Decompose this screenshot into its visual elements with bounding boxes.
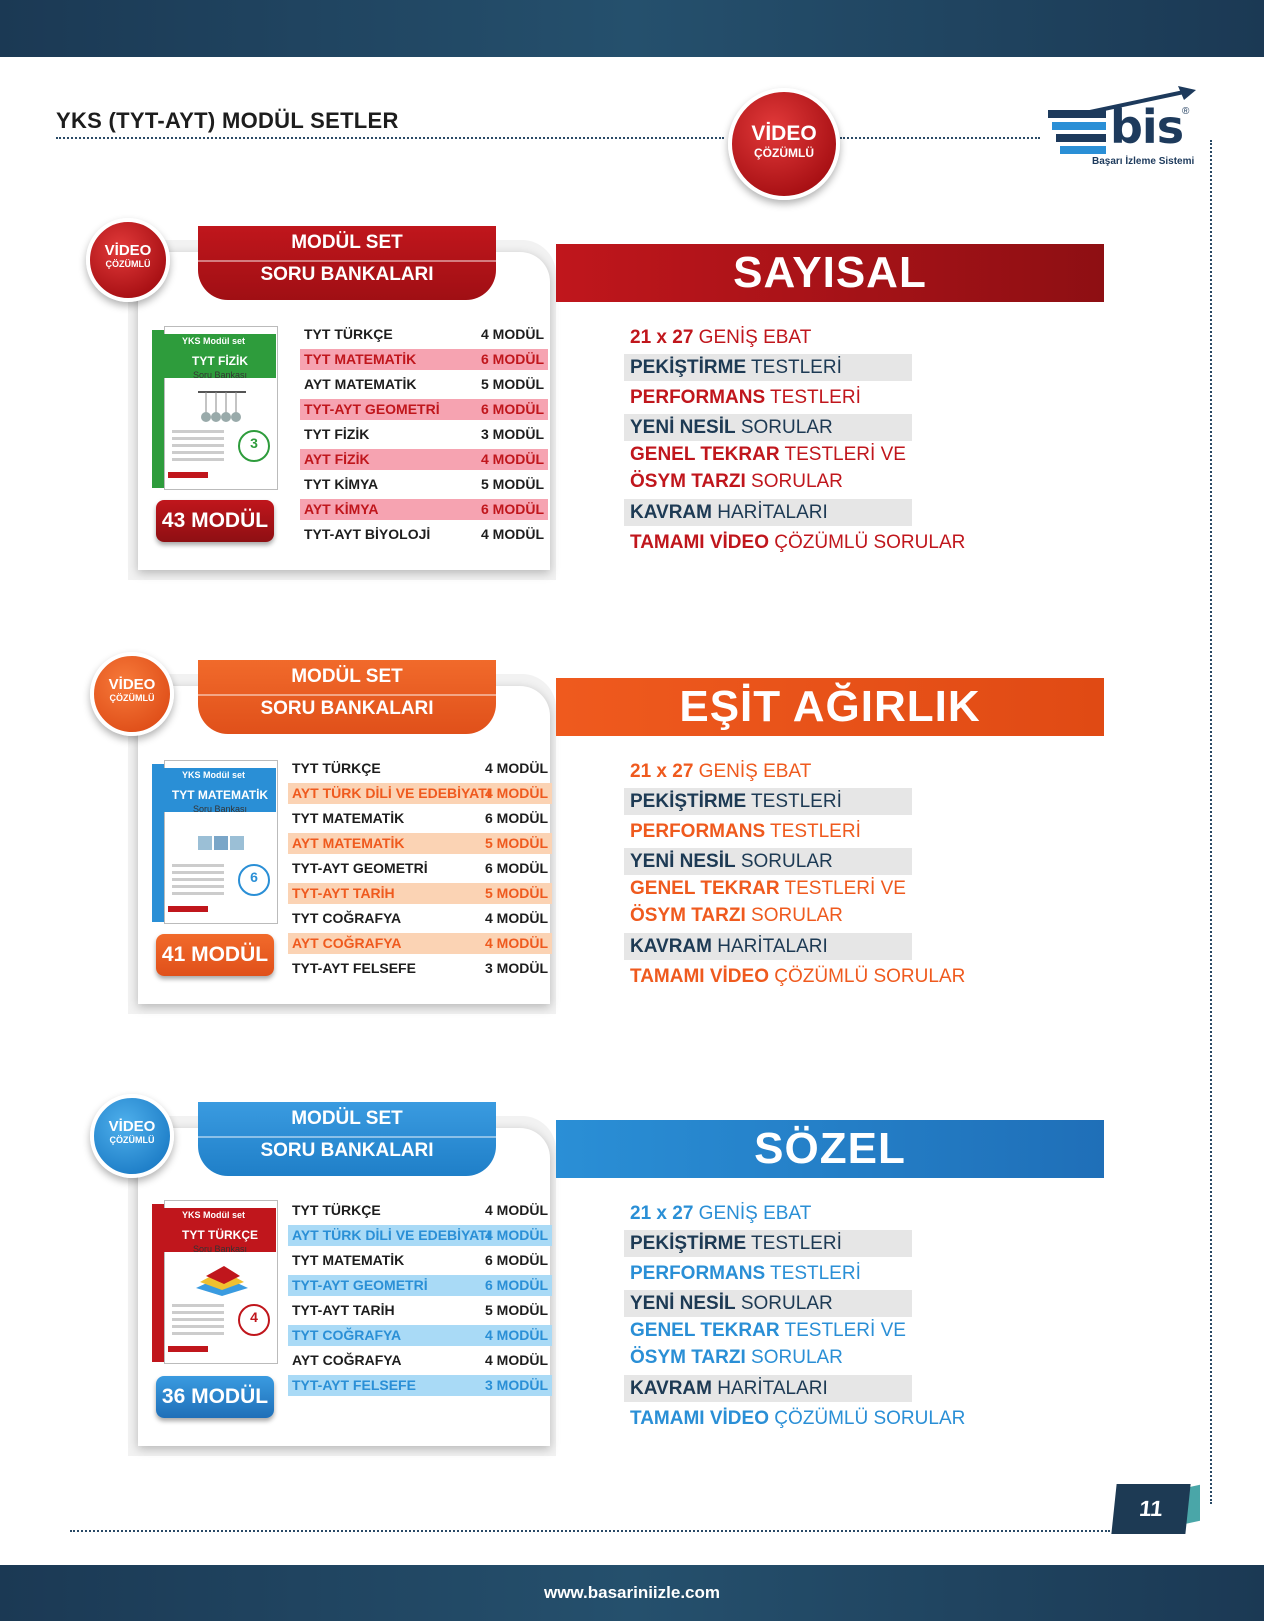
name-text: AYT TÜRK DİLİ VE EDEBİYATI bbox=[292, 785, 491, 801]
yks-text: YKS Modül set bbox=[182, 336, 246, 346]
count-text: 4 MODÜL bbox=[481, 451, 544, 467]
f6-bold-text: KAVRAM bbox=[630, 936, 712, 957]
table-row bbox=[288, 958, 552, 979]
count-text: 6 MODÜL bbox=[481, 401, 544, 417]
count-text: 3 MODÜL bbox=[481, 426, 544, 442]
yks-text: YKS Modül set bbox=[182, 1210, 246, 1220]
f2-rest-text: TESTLERİ bbox=[746, 791, 842, 812]
table-row bbox=[288, 1300, 552, 1321]
f7-bold-text: TAMAMI VİDEO bbox=[630, 966, 769, 987]
name-text: TYT-AYT TARİH bbox=[292, 1302, 395, 1318]
count-text: 5 MODÜL bbox=[485, 1302, 548, 1318]
header-divider-left bbox=[56, 137, 724, 139]
video-seal-badge bbox=[86, 218, 170, 302]
table-row bbox=[288, 858, 552, 879]
ribbon-line1: MODÜL SET bbox=[291, 232, 403, 253]
title-text: TYT TÜRKÇE bbox=[182, 1228, 258, 1242]
count-text: 6 MODÜL bbox=[485, 810, 548, 826]
name-text: TYT MATEMATİK bbox=[292, 810, 405, 826]
set-ribbon bbox=[198, 1102, 496, 1176]
top-bar bbox=[0, 0, 1264, 57]
line2-text: ÇÖZÜMLÜ bbox=[105, 259, 151, 269]
f7-rest-text: ÇÖZÜMLÜ SORULAR bbox=[768, 966, 966, 987]
ribbon-line2: SORU BANKALARI bbox=[260, 264, 434, 285]
f2-bold-text: PEKİŞTİRME bbox=[630, 357, 747, 378]
f3-bold-text: PERFORMANS bbox=[630, 821, 766, 842]
category-title: SAYISAL bbox=[733, 248, 927, 297]
name-text: TYT-AYT GEOMETRİ bbox=[304, 401, 440, 417]
dice-icon bbox=[192, 824, 252, 858]
num-text: 3 bbox=[238, 430, 270, 462]
name-text: TYT TÜRKÇE bbox=[292, 760, 381, 776]
f2-rest-text: TESTLERİ bbox=[746, 357, 842, 378]
f2-rest-text: TESTLERİ bbox=[746, 1233, 842, 1254]
count-text: 5 MODÜL bbox=[485, 885, 548, 901]
feature-list bbox=[624, 1200, 966, 1435]
table-row bbox=[300, 524, 548, 545]
module-table bbox=[288, 758, 552, 983]
table-row bbox=[288, 808, 552, 829]
page-title: YKS (TYT-AYT) MODÜL SETLER bbox=[56, 108, 399, 133]
name-text: TYT COĞRAFYA bbox=[292, 910, 402, 926]
books-stack-icon bbox=[192, 1264, 252, 1298]
count-text: 4 MODÜL bbox=[485, 785, 548, 801]
line1-text: VİDEO bbox=[104, 242, 152, 259]
table-row bbox=[300, 374, 548, 395]
table-row bbox=[300, 449, 548, 470]
f4-rest-text: SORULAR bbox=[735, 851, 833, 872]
f1-rest-text: GENİŞ EBAT bbox=[693, 327, 812, 348]
video-seal-badge bbox=[90, 652, 174, 736]
table-row bbox=[288, 883, 552, 904]
line1-text: VİDEO bbox=[108, 676, 156, 693]
table-row bbox=[300, 474, 548, 495]
table-row bbox=[300, 424, 548, 445]
name-text: TYT MATEMATİK bbox=[292, 1252, 405, 1268]
right-divider bbox=[1210, 140, 1212, 1504]
table-row bbox=[300, 324, 548, 345]
f2-bold-text: PEKİŞTİRME bbox=[630, 791, 747, 812]
f4-bold-text: YENİ NESİL bbox=[630, 417, 736, 438]
table-row bbox=[300, 499, 548, 520]
count-text: 5 MODÜL bbox=[485, 835, 548, 851]
bis-logo bbox=[1048, 92, 1198, 172]
ribbon-line2: SORU BANKALARI bbox=[260, 698, 434, 719]
table-row bbox=[288, 1325, 552, 1346]
f2-bold-text: PEKİŞTİRME bbox=[630, 1233, 747, 1254]
name-text: AYT TÜRK DİLİ VE EDEBİYATI bbox=[292, 1227, 491, 1243]
title-text: TYT MATEMATİK bbox=[171, 788, 269, 802]
yks-text: YKS Modül set bbox=[182, 770, 246, 780]
ribbon-line1: MODÜL SET bbox=[291, 1108, 403, 1129]
name-text: TYT COĞRAFYA bbox=[292, 1327, 402, 1343]
logo-subtitle: Başarı İzleme Sistemi bbox=[1092, 156, 1195, 167]
ribbon-line2: SORU BANKALARI bbox=[260, 1140, 434, 1161]
f6-rest-text: HARİTALARI bbox=[711, 502, 828, 523]
count-text: 6 MODÜL bbox=[485, 1252, 548, 1268]
table-row bbox=[288, 1375, 552, 1396]
f3-rest-text: TESTLERİ bbox=[765, 821, 861, 842]
footer-divider bbox=[70, 1530, 1110, 1532]
line1-text: VİDEO bbox=[108, 1118, 156, 1135]
f1-bold-text: 21 x 27 bbox=[630, 761, 694, 782]
name-text: AYT MATEMATİK bbox=[292, 835, 405, 851]
category-banner bbox=[556, 678, 1104, 736]
name-text: TYT MATEMATİK bbox=[304, 351, 417, 367]
count-text: 6 MODÜL bbox=[481, 351, 544, 367]
count-text: 5 MODÜL bbox=[481, 376, 544, 392]
line2-text: ÇÖZÜMLÜ bbox=[109, 1135, 155, 1145]
num-text: 4 bbox=[238, 1304, 270, 1336]
module-total-badge: 41 MODÜL bbox=[156, 934, 274, 976]
name-text: TYT TÜRKÇE bbox=[292, 1202, 381, 1218]
table-row bbox=[300, 399, 548, 420]
category-banner bbox=[556, 244, 1104, 302]
f3-bold-text: PERFORMANS bbox=[630, 387, 766, 408]
table-row bbox=[288, 1225, 552, 1246]
count-text: 6 MODÜL bbox=[485, 1277, 548, 1293]
f3-rest-text: TESTLERİ bbox=[765, 387, 861, 408]
count-text: 6 MODÜL bbox=[481, 501, 544, 517]
book-cover bbox=[152, 760, 274, 922]
name-text: TYT-AYT TARİH bbox=[292, 885, 395, 901]
name-text: AYT FİZİK bbox=[304, 451, 370, 467]
f5b-rest-text: SORULAR bbox=[745, 905, 843, 926]
subtitle-text: Soru Bankası bbox=[192, 1244, 248, 1254]
book-cover bbox=[152, 326, 274, 488]
name-text: TYT-AYT BİYOLOJİ bbox=[304, 526, 431, 542]
page-number: 11 bbox=[1111, 1484, 1190, 1534]
name-text: TYT TÜRKÇE bbox=[304, 326, 393, 342]
count-text: 5 MODÜL bbox=[481, 476, 544, 492]
f7-bold-text: TAMAMI VİDEO bbox=[630, 1408, 769, 1429]
ribbon-line1: MODÜL SET bbox=[291, 666, 403, 687]
f4-rest-text: SORULAR bbox=[735, 1293, 833, 1314]
name-text: TYT-AYT FELSEFE bbox=[292, 960, 416, 976]
count-text: 3 MODÜL bbox=[485, 960, 548, 976]
count-text: 4 MODÜL bbox=[485, 1352, 548, 1368]
video-seal-badge bbox=[90, 1094, 174, 1178]
name-text: AYT MATEMATİK bbox=[304, 376, 417, 392]
name-text: TYT-AYT GEOMETRİ bbox=[292, 860, 428, 876]
count-text: 4 MODÜL bbox=[485, 935, 548, 951]
name-text: TYT KİMYA bbox=[304, 476, 379, 492]
f3-bold-text: PERFORMANS bbox=[630, 1263, 766, 1284]
f6-bold-text: KAVRAM bbox=[630, 502, 712, 523]
f5-rest-text: TESTLERİ VE bbox=[779, 1320, 906, 1341]
table-row bbox=[288, 833, 552, 854]
f5b-rest-text: SORULAR bbox=[745, 1347, 843, 1368]
f1-rest-text: GENİŞ EBAT bbox=[693, 761, 812, 782]
set-ribbon bbox=[198, 226, 496, 300]
table-row bbox=[288, 783, 552, 804]
count-text: 6 MODÜL bbox=[485, 860, 548, 876]
feature-list bbox=[624, 324, 966, 559]
f7-bold-text: TAMAMI VİDEO bbox=[630, 532, 769, 553]
name-text: TYT-AYT FELSEFE bbox=[292, 1377, 416, 1393]
title-text: TYT FİZİK bbox=[192, 354, 248, 368]
logo-stripes-icon bbox=[1048, 110, 1108, 156]
book-cover bbox=[152, 1200, 274, 1362]
count-text: 4 MODÜL bbox=[481, 526, 544, 542]
feature-list bbox=[624, 758, 966, 993]
line2-text: ÇÖZÜMLÜ bbox=[109, 693, 155, 703]
video-seal-line1: VİDEO bbox=[751, 122, 817, 145]
count-text: 4 MODÜL bbox=[485, 760, 548, 776]
num-text: 6 bbox=[238, 864, 270, 896]
f5b-bold-text: ÖSYM TARZI bbox=[630, 1347, 746, 1368]
f5-bold-text: GENEL TEKRAR bbox=[630, 1320, 780, 1341]
set-ribbon bbox=[198, 660, 496, 734]
subtitle-text: Soru Bankası bbox=[192, 370, 248, 380]
newton-cradle-icon bbox=[192, 390, 252, 424]
video-seal-badge bbox=[728, 88, 840, 200]
f6-bold-text: KAVRAM bbox=[630, 1378, 712, 1399]
f3-rest-text: TESTLERİ bbox=[765, 1263, 861, 1284]
f5-rest-text: TESTLERİ VE bbox=[779, 444, 906, 465]
header-divider-right bbox=[840, 137, 1040, 139]
count-text: 4 MODÜL bbox=[481, 326, 544, 342]
module-total-badge: 36 MODÜL bbox=[156, 1376, 274, 1418]
category-title: EŞİT AĞIRLIK bbox=[679, 682, 981, 731]
f5b-bold-text: ÖSYM TARZI bbox=[630, 471, 746, 492]
f6-rest-text: HARİTALARI bbox=[711, 936, 828, 957]
f5b-bold-text: ÖSYM TARZI bbox=[630, 905, 746, 926]
module-total-badge: 43 MODÜL bbox=[156, 500, 274, 542]
count-text: 3 MODÜL bbox=[485, 1377, 548, 1393]
website-link[interactable]: www.basariniizle.com bbox=[543, 1583, 721, 1602]
count-text: 4 MODÜL bbox=[485, 1227, 548, 1243]
f5b-rest-text: SORULAR bbox=[745, 471, 843, 492]
category-banner bbox=[556, 1120, 1104, 1178]
table-row bbox=[288, 1250, 552, 1271]
name-text: AYT COĞRAFYA bbox=[292, 935, 402, 951]
count-text: 4 MODÜL bbox=[485, 910, 548, 926]
f5-bold-text: GENEL TEKRAR bbox=[630, 878, 780, 899]
table-row bbox=[288, 1275, 552, 1296]
subtitle-text: Soru Bankası bbox=[192, 804, 248, 814]
module-table bbox=[300, 324, 548, 549]
video-seal-line2: ÇÖZÜMLÜ bbox=[754, 146, 814, 160]
table-row bbox=[288, 1350, 552, 1371]
f1-bold-text: 21 x 27 bbox=[630, 327, 694, 348]
f7-rest-text: ÇÖZÜMLÜ SORULAR bbox=[768, 1408, 966, 1429]
table-row bbox=[288, 758, 552, 779]
f4-rest-text: SORULAR bbox=[735, 417, 833, 438]
name-text: TYT-AYT GEOMETRİ bbox=[292, 1277, 428, 1293]
table-row bbox=[288, 1200, 552, 1221]
f5-rest-text: TESTLERİ VE bbox=[779, 878, 906, 899]
f4-bold-text: YENİ NESİL bbox=[630, 851, 736, 872]
f5-bold-text: GENEL TEKRAR bbox=[630, 444, 780, 465]
count-text: 4 MODÜL bbox=[485, 1327, 548, 1343]
logo-text: bis bbox=[1110, 100, 1184, 154]
f7-rest-text: ÇÖZÜMLÜ SORULAR bbox=[768, 532, 966, 553]
f1-bold-text: 21 x 27 bbox=[630, 1203, 694, 1224]
table-row bbox=[288, 908, 552, 929]
table-row bbox=[300, 349, 548, 370]
name-text: TYT FİZİK bbox=[304, 426, 370, 442]
f6-rest-text: HARİTALARI bbox=[711, 1378, 828, 1399]
name-text: AYT COĞRAFYA bbox=[292, 1352, 402, 1368]
category-title: SÖZEL bbox=[754, 1124, 906, 1173]
f1-rest-text: GENİŞ EBAT bbox=[693, 1203, 812, 1224]
f4-bold-text: YENİ NESİL bbox=[630, 1293, 736, 1314]
name-text: AYT KİMYA bbox=[304, 501, 379, 517]
logo-registered: ® bbox=[1182, 106, 1190, 117]
module-table bbox=[288, 1200, 552, 1400]
table-row bbox=[288, 933, 552, 954]
count-text: 4 MODÜL bbox=[485, 1202, 548, 1218]
